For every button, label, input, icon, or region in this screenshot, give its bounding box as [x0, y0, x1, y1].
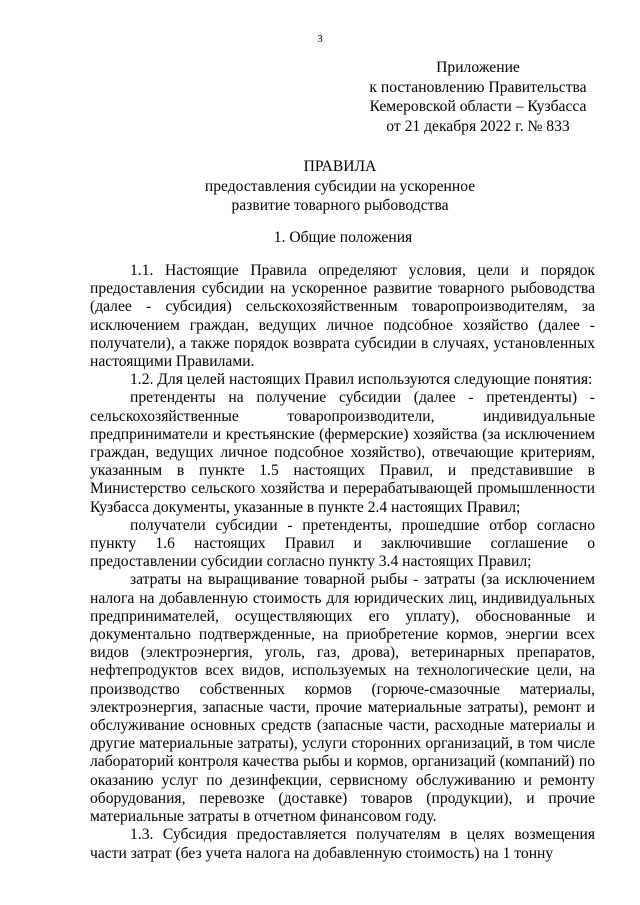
document-title — [0, 157, 640, 216]
appendix-line: Кемеровской области – Кузбасса — [369, 98, 587, 115]
paragraph: претенденты на получение субсидии (далее - претенденты) - сельскохозяйственные товаропроизводители, индивидуальные предприниматели и крестьянские (фермерские) хозяйства (за исключением граждан, ведущих личное подсобное хозяйство), отвечающие критериям, указанным в пункте 1.5 настоящих Правил, и представившие в Министерство сельского хозяйства и перерабатывающей промышленности Кузбасса документы, указанные в пункте 2.4 настоящих Правил; — [90, 389, 595, 516]
appendix-line: от 21 декабря 2022 г. № 833 — [386, 117, 570, 135]
section-heading: 1. Общие положения — [273, 229, 413, 246]
title-heading: ПРАВИЛА — [303, 158, 377, 175]
title-line: развитие товарного рыбоводства — [231, 197, 449, 214]
title-line: предоставления субсидии на ускоренное — [204, 177, 476, 195]
appendix-line: Приложение — [436, 59, 520, 76]
paragraph: 1.2. Для целей настоящих Правил используются следующие понятия: — [130, 371, 593, 389]
paragraph: получатели субсидии - претенденты, прошедшие отбор согласно пункту 1.6 настоящих Правил и заключившие соглашение о предоставлении субсидии согласно пункту 3.4 настоящих Правил; — [90, 516, 595, 571]
paragraph: затраты на выращивание товарной рыбы - затраты (за исключением налога на добавленную стоимость для юридических лиц, индивидуальных предпринимателей, осуществляющих его уплату), обоснованные и документально подтвержденные, на приобретение кормов, энергии всех видов (электроэнергия, уголь, газ, дрова), ветеринарных препаратов, нефтепродуктов всех видов, используемых на технологические цели, на производство собственных кормов (горюче-смазочные материалы, электроэнергия, запасные части, прочие материальные затраты), ремонт и обслуживание основных средств (запасные части, расходные материалы и другие материальные затраты), услуги сторонних организаций, в том числе лабораторий контроля качества рыбы и кормов, организаций (компаний) по оказанию услуг по дезинфекции, сервисному обслуживанию и ремонту оборудования, перевозке (доставке) товаров (продукции), и прочие материальные затраты в отчетном финансовом году. — [90, 571, 595, 826]
paragraph: 1.3. Субсидия предоставляется получателям в целях возмещения части затрат (без учета налога на добавленную стоимость) на 1 тонну — [90, 826, 595, 862]
document-body — [90, 262, 595, 863]
paragraph: 1.1. Настоящие Правила определяют условия, цели и порядок предоставления субсидии на ускоренное развитие товарного рыбоводства (далее - субсидия) сельскохозяйственным товаропроизводителям, за исключением граждан, ведущих личное подсобное хозяйство (далее - получатели), а также порядок возврата субсидии в случаях, установленных настоящими Правилами. — [90, 262, 595, 371]
appendix-line: к постановлению Правительства — [369, 78, 587, 96]
appendix-block — [362, 58, 594, 136]
page-number: 3 — [317, 33, 323, 45]
